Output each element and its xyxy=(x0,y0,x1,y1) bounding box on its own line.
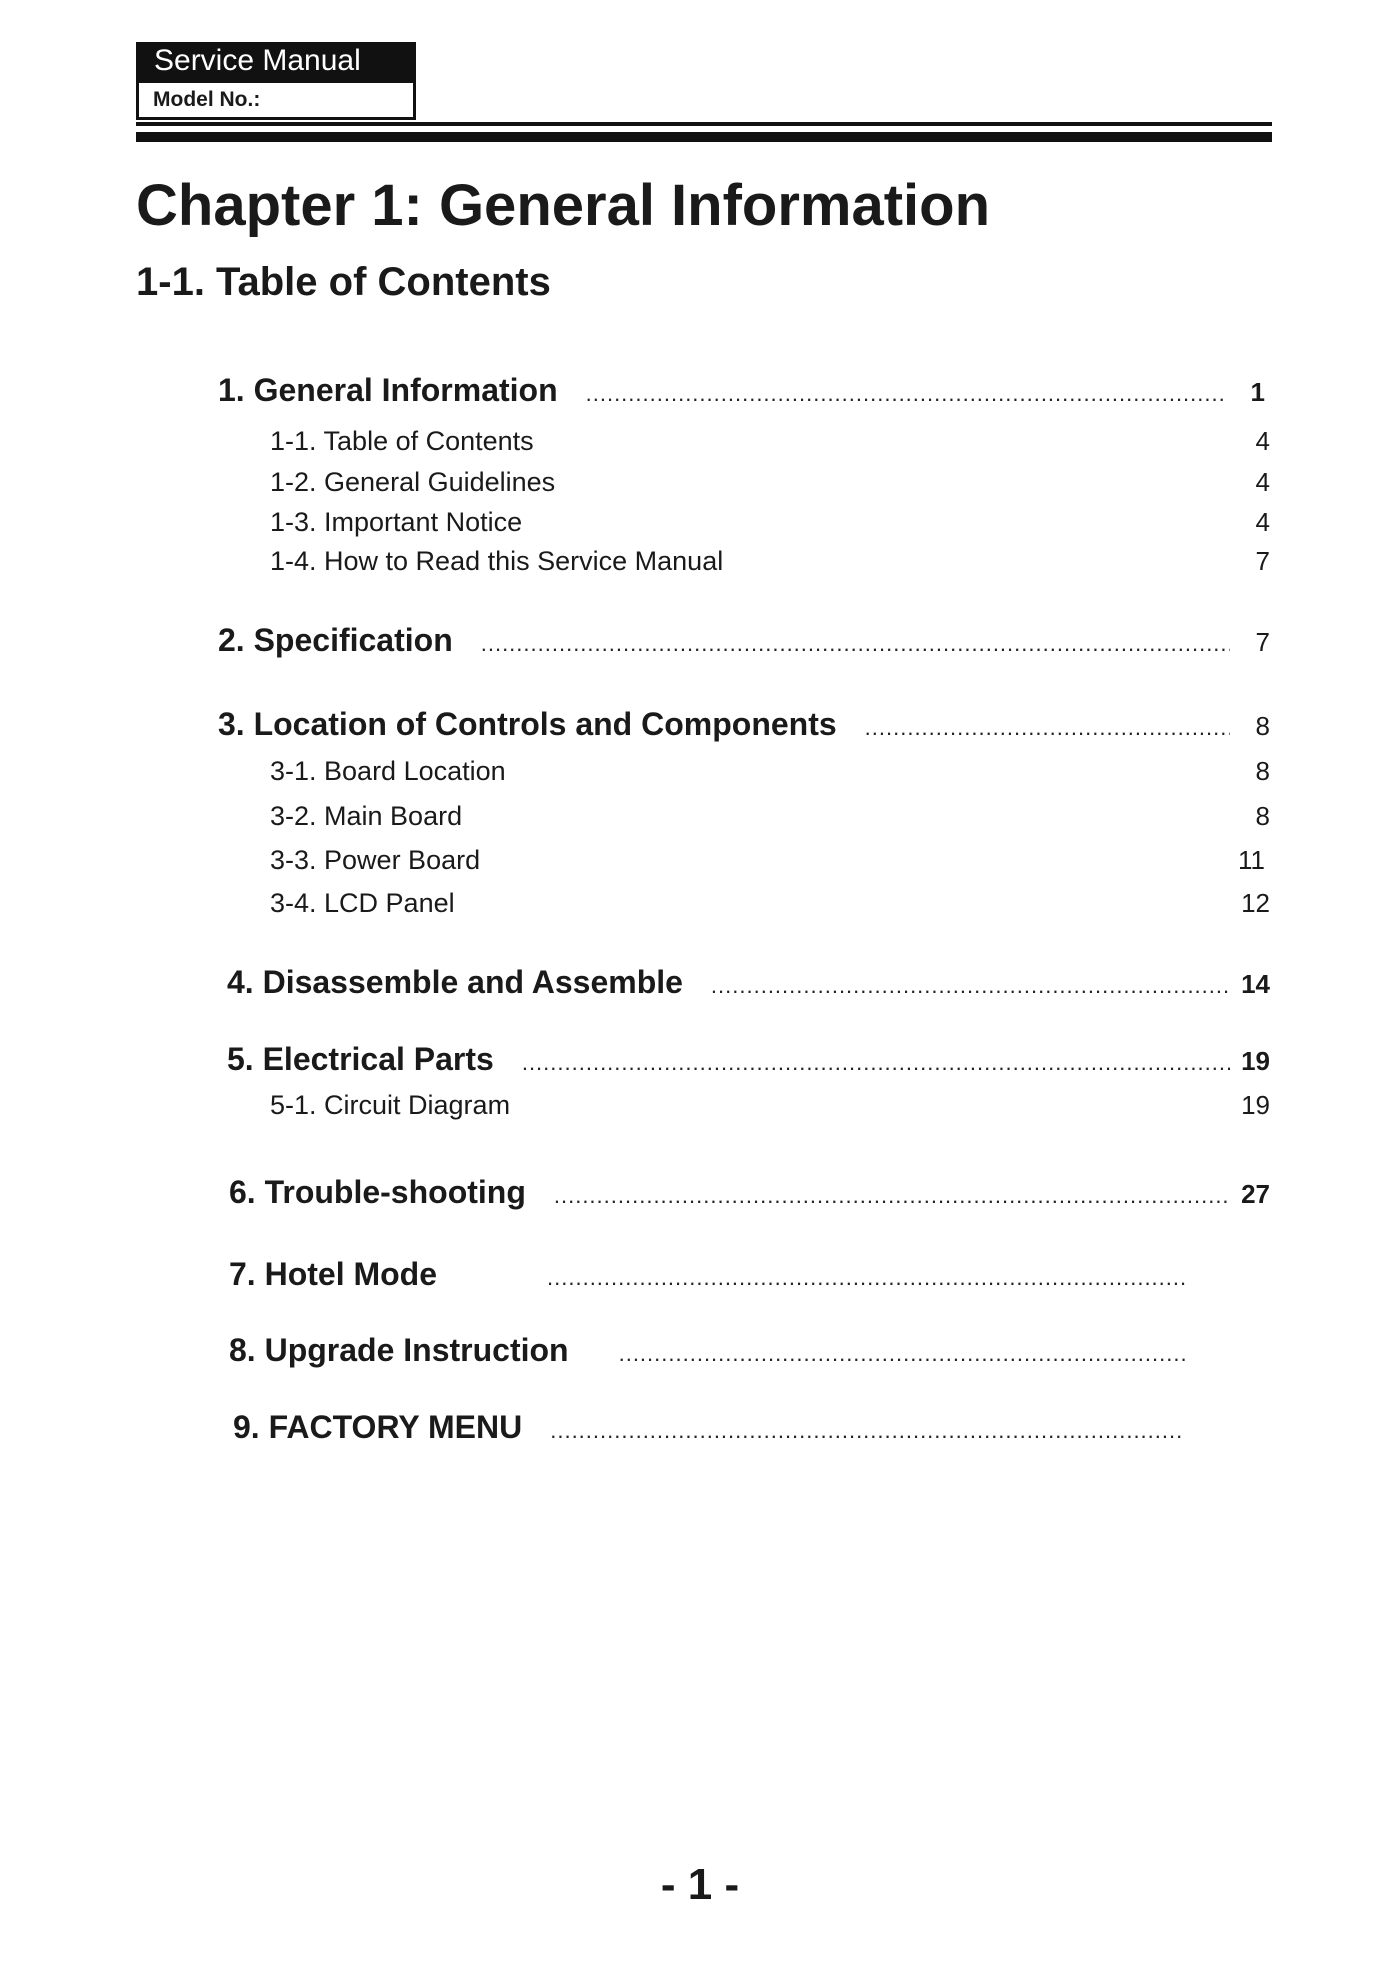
toc-leader xyxy=(550,1418,1185,1444)
toc-entry-page: 14 xyxy=(1241,969,1270,999)
toc-entry-label: 1-1. Table of Contents xyxy=(270,426,534,456)
toc-leader xyxy=(554,1183,1230,1209)
toc-entry-label: 3. Location of Controls and Components xyxy=(218,706,837,742)
toc-entry-page: 1 xyxy=(1250,377,1265,407)
toc-entry-page: 8 xyxy=(1255,756,1270,786)
toc-entry-label: 3-3. Power Board xyxy=(270,845,481,875)
toc-entry-label: 7. Hotel Mode xyxy=(229,1256,438,1292)
toc-entry-label: 1. General Information xyxy=(218,372,558,408)
toc-entry-label: 4. Disassemble and Assemble xyxy=(227,964,683,1000)
toc-entry-label: 6. Trouble-shooting xyxy=(229,1174,526,1210)
toc-entry-label: 5. Electrical Parts xyxy=(227,1041,494,1077)
toc-entry-page: 7 xyxy=(1255,546,1270,576)
toc-entry[interactable] xyxy=(270,845,1265,876)
toc-leader xyxy=(586,381,1225,407)
toc-entry-label: 3-4. LCD Panel xyxy=(270,888,455,918)
toc-entry-page: 4 xyxy=(1255,507,1270,537)
toc-entry-label: 1-3. Important Notice xyxy=(270,507,523,537)
toc-entry[interactable] xyxy=(270,546,1270,577)
toc-entry[interactable] xyxy=(218,372,1265,409)
toc-entry[interactable] xyxy=(227,1041,1270,1078)
toc-entry-page: 27 xyxy=(1241,1179,1270,1209)
toc-leader xyxy=(522,1050,1230,1076)
toc-entry-label: 1-4. How to Read this Service Manual xyxy=(270,546,724,576)
header-rule-thin xyxy=(136,122,1272,126)
toc-entry[interactable] xyxy=(218,622,1270,659)
model-number-field: Model No.: xyxy=(136,80,416,120)
toc-entry-page: 11 xyxy=(1238,845,1265,875)
toc-entry-label: 1-2. General Guidelines xyxy=(270,467,556,497)
toc-entry-page: 7 xyxy=(1255,627,1270,657)
toc-entry[interactable] xyxy=(270,888,1270,919)
header-box xyxy=(136,42,416,120)
toc-entry-label: 9. FACTORY MENU xyxy=(233,1409,523,1445)
toc-entry[interactable] xyxy=(270,1090,1270,1121)
toc-entry[interactable] xyxy=(270,756,1270,787)
toc-entry[interactable] xyxy=(229,1174,1270,1211)
toc-entry[interactable] xyxy=(218,706,1270,743)
toc-entry-label: 2. Specification xyxy=(218,622,453,658)
toc-leader xyxy=(619,1341,1185,1367)
toc-leader xyxy=(481,631,1230,657)
toc-entry[interactable] xyxy=(229,1256,1225,1293)
toc-entry-page: 19 xyxy=(1241,1090,1270,1120)
chapter-title: Chapter 1: General Information xyxy=(136,173,991,238)
toc-entry[interactable] xyxy=(270,467,1270,498)
toc-entry[interactable] xyxy=(270,801,1270,832)
toc-entry-page: 19 xyxy=(1241,1046,1270,1076)
toc-entry-page: 8 xyxy=(1255,711,1270,741)
toc-entry-page: 12 xyxy=(1241,888,1270,918)
toc-entry[interactable] xyxy=(229,1332,1225,1369)
toc-leader xyxy=(547,1265,1185,1291)
toc-entry-page: 4 xyxy=(1255,426,1270,456)
toc-entry[interactable] xyxy=(227,964,1270,1001)
toc-entry[interactable] xyxy=(233,1409,1225,1446)
toc-leader xyxy=(711,973,1230,999)
header-rule-thick xyxy=(136,132,1272,142)
toc-leader xyxy=(865,715,1230,741)
page-number: - 1 - xyxy=(660,1860,740,1909)
toc-entry-page: 4 xyxy=(1255,467,1270,497)
toc-entry[interactable] xyxy=(270,507,1270,538)
header-title: Service Manual xyxy=(136,42,416,80)
toc-entry-label: 3-2. Main Board xyxy=(270,801,463,831)
toc-entry-page: 8 xyxy=(1255,801,1270,831)
toc-entry[interactable] xyxy=(270,426,1270,457)
toc-entry-label: 5-1. Circuit Diagram xyxy=(270,1090,511,1120)
toc-entry-label: 3-1. Board Location xyxy=(270,756,506,786)
toc-entry-label: 8. Upgrade Instruction xyxy=(229,1332,569,1368)
section-title: 1-1. Table of Contents xyxy=(136,260,551,304)
